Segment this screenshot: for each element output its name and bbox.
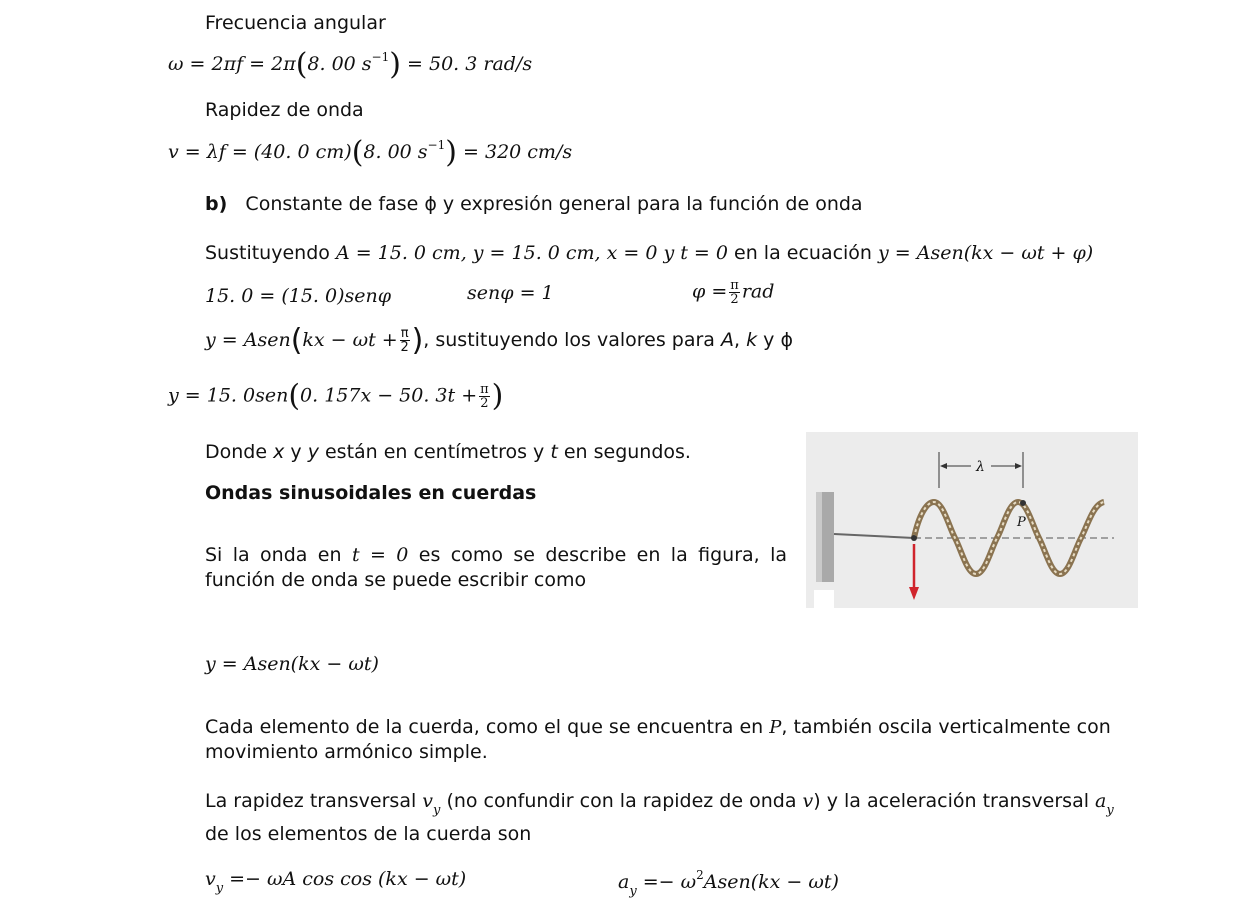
substitution-line: Sustituyendo A = 15. 0 cm, y = 15. 0 cm, x = 0 y t = 0 en la ecuación y = Asen(kx − ωt + φ) <box>205 242 1094 264</box>
paragraph-transversal-line2: de los elementos de la cuerda son <box>205 823 532 845</box>
wave-figure-svg <box>806 432 1138 608</box>
paragraph-si-la-onda: Si la onda en t = 0 es como se describe en la figura, la función de onda se puede escribir como <box>205 544 788 591</box>
heading-ondas-sinusoidales: Ondas sinusoidales en cuerdas <box>205 482 537 504</box>
equation-final-wave: y = 15. 0sen(0. 157x − 50. 3t + $\frac{\pi}{2}$ ) <box>168 378 504 414</box>
paragraph-transversal-line1: La rapidez transversal $v_y$ (no confundir con la rapidez de onda v) y la aceleración transversal $a_y$ <box>205 790 1114 818</box>
units-sentence: Donde x y y están en centímetros y t en segundos. <box>205 441 691 463</box>
section-b-heading <box>205 193 863 215</box>
equation-wave-speed: v = λf = (40. 0 cm)(8. 00 $s^{-1}) = 320$ cm/s <box>168 135 573 170</box>
heading-rapidez-de-onda: Rapidez de onda <box>205 99 364 121</box>
equation-wave-function: y = Asen(kx − ωt) <box>205 653 379 675</box>
point-p-label: P <box>1017 515 1026 530</box>
lambda-label: λ <box>976 459 985 475</box>
section-b-title: Constante de fase ϕ y expresión general para la función de onda <box>245 193 863 215</box>
paragraph-cada-elemento: Cada elemento de la cuerda, como el que se encuentra en P, también oscila verticalmente con movimiento armónico simple. <box>205 716 1111 763</box>
wave-on-string-figure <box>806 432 1138 608</box>
equation-phase-2: senφ = 1 <box>467 282 554 304</box>
rope-end-point <box>911 535 917 541</box>
section-b-label: b) <box>205 193 228 215</box>
equation-transverse-acceleration: $a_y$ =− $\omega^2Asen(kx - \omega t)$ <box>618 868 839 899</box>
equation-transverse-velocity: $v_y =- \omega A$ cos cos (kx − ωt) <box>205 868 467 896</box>
equation-phase-1: 15. 0 = (15. 0)senφ <box>205 285 392 307</box>
general-expression-line: y = Asen(kx − ωt + $\frac{\pi}{2}$ ), sustituyendo los valores para A, k y ϕ <box>205 323 793 358</box>
equation-angular-frequency: ω = 2πf = 2π(8. 00 $s^{-1}) = 50$. 3 rad/s <box>168 47 533 82</box>
equation-phase-3: φ = $\frac{\pi}{2}$ rad <box>692 278 775 307</box>
heading-frecuencia-angular: Frecuencia angular <box>205 12 386 34</box>
point-p-marker <box>1020 500 1026 506</box>
